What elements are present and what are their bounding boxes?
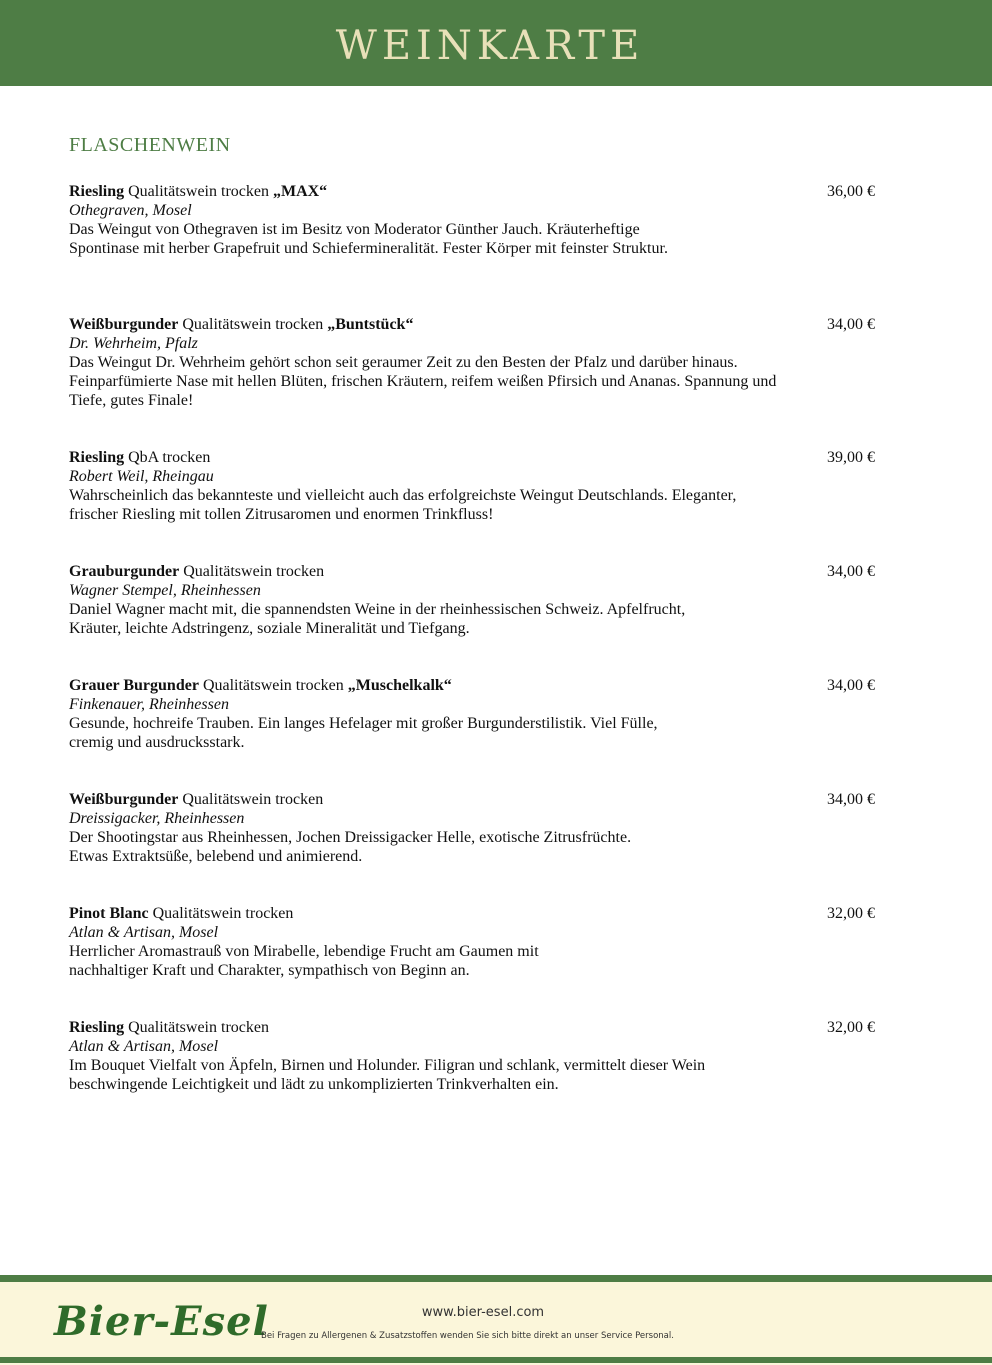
wine-quality: Qualitätswein trocken [183, 563, 325, 580]
wine-name: Riesling [69, 183, 125, 200]
wine-name: Pinot Blanc [69, 905, 149, 922]
wine-quality: Qualitätswein trocken [128, 1019, 269, 1036]
wine-item [69, 182, 875, 258]
wine-producer: Dreissigacker, Rheinhessen [69, 810, 245, 827]
wine-heading [69, 676, 875, 695]
wine-price: 36,00 € [827, 183, 875, 200]
wine-heading [69, 182, 875, 201]
wine-label: „MAX“ [272, 183, 328, 200]
wine-label: „Muschelkalk“ [347, 677, 452, 694]
wine-description: Im Bouquet Vielfalt von Äpfeln, Birnen und Holunder. Filigran und schlank, vermittelt dieser Wein beschwingende Leichtigkeit und lädt zu unkomplizierten Trinkverhalten ein. [69, 1057, 706, 1093]
wine-producer: Atlan & Artisan, Mosel [69, 1038, 219, 1055]
wine-quality: Qualitätswein trocken [182, 791, 324, 808]
wine-item [69, 562, 875, 638]
wine-name: Riesling [69, 449, 125, 466]
wine-heading [69, 790, 875, 809]
wine-producer: Wagner Stempel, Rheinhessen [69, 582, 261, 599]
wine-price: 34,00 € [827, 563, 875, 580]
wine-producer: Finkenauer, Rheinhessen [69, 696, 229, 713]
wine-price: 34,00 € [827, 791, 875, 808]
wine-heading [69, 315, 875, 334]
wine-name: Grauer Burgunder [69, 677, 199, 694]
website-link[interactable]: www.bier-esel.com [421, 1305, 545, 1320]
allergen-note: Bei Fragen zu Allergenen & Zusatzstoffen wenden Sie sich bitte direkt an unser Service Personal. [261, 1331, 674, 1341]
section-title: FLASCHENWEIN [69, 134, 231, 156]
brand-logo: Bier-Esel [54, 1298, 269, 1345]
wine-price: 39,00 € [827, 449, 875, 466]
wine-quality: Qualitätswein trocken [182, 316, 324, 333]
wine-producer: Othegraven, Mosel [69, 202, 192, 219]
wine-price: 32,00 € [827, 1019, 875, 1036]
wine-quality: QbA trocken [128, 449, 211, 466]
wine-item [69, 1018, 875, 1094]
wine-quality: Qualitätswein trocken [152, 905, 294, 922]
wine-name: Riesling [69, 1019, 125, 1036]
footer-divider-bottom [0, 1357, 992, 1363]
wine-producer: Atlan & Artisan, Mosel [69, 924, 219, 941]
wine-quality: Qualitätswein trocken [128, 183, 269, 200]
wine-heading [69, 1018, 875, 1037]
wine-name: Weißburgunder [69, 791, 179, 808]
wine-name: Weißburgunder [69, 316, 179, 333]
wine-heading [69, 448, 875, 467]
wine-quality: Qualitätswein trocken [202, 677, 344, 694]
wine-description: Das Weingut Dr. Wehrheim gehört schon seit geraumer Zeit zu den Besten der Pfalz und darüber hinaus. Feinparfümierte Nase mit hellen Blüten, frischen Kräutern, reifem weißen Pfirsich und Ananas. Spannung und Tiefe, gutes Finale! [69, 354, 777, 409]
wine-producer: Robert Weil, Rheingau [69, 468, 214, 485]
wine-item [69, 448, 875, 524]
page-title: WEINKARTE [335, 23, 645, 69]
wine-name: Grauburgunder [69, 563, 180, 580]
footer-divider-top [0, 1275, 992, 1282]
wine-item [69, 315, 875, 410]
wine-price: 34,00 € [827, 316, 875, 333]
wine-item [69, 904, 875, 980]
wine-description: Das Weingut von Othegraven ist im Besitz von Moderator Günther Jauch. Kräuterheftige Spontinase mit herber Grapefruit und Schiefermineralität. Fester Körper mit feinster Struktur. [69, 221, 668, 257]
wine-item [69, 676, 875, 752]
wine-description: Wahrscheinlich das bekannteste und vielleicht auch das erfolgreichste Weingut Deutschlands. Eleganter, frischer Riesling mit tollen Zitrusaromen und enormen Trinkfluss! [69, 487, 737, 523]
wine-description: Daniel Wagner macht mit, die spannendsten Weine in der rheinhessischen Schweiz. Apfelfrucht, Kräuter, leichte Adstringenz, soziale Mineralität und Tiefgang. [69, 601, 686, 637]
wine-label: „Buntstück“ [327, 316, 414, 333]
wine-price: 32,00 € [827, 905, 875, 922]
wine-price: 34,00 € [827, 677, 875, 694]
wine-producer: Dr. Wehrheim, Pfalz [69, 335, 198, 352]
wine-description: Herrlicher Aromastrauß von Mirabelle, lebendige Frucht am Gaumen mit nachhaltiger Kraft und Charakter, sympathisch von Beginn an. [69, 943, 539, 979]
wine-description: Der Shootingstar aus Rheinhessen, Jochen Dreissigacker Helle, exotische Zitrusfrüchte. Etwas Extraktsüße, belebend und animierend. [69, 829, 632, 865]
wine-heading [69, 562, 875, 581]
wine-description: Gesunde, hochreife Trauben. Ein langes Hefelager mit großer Burgunderstilistik. Viel Fülle, cremig und ausdrucksstark. [69, 715, 658, 751]
wine-item [69, 790, 875, 866]
header-banner [0, 0, 992, 86]
wine-heading [69, 904, 875, 923]
